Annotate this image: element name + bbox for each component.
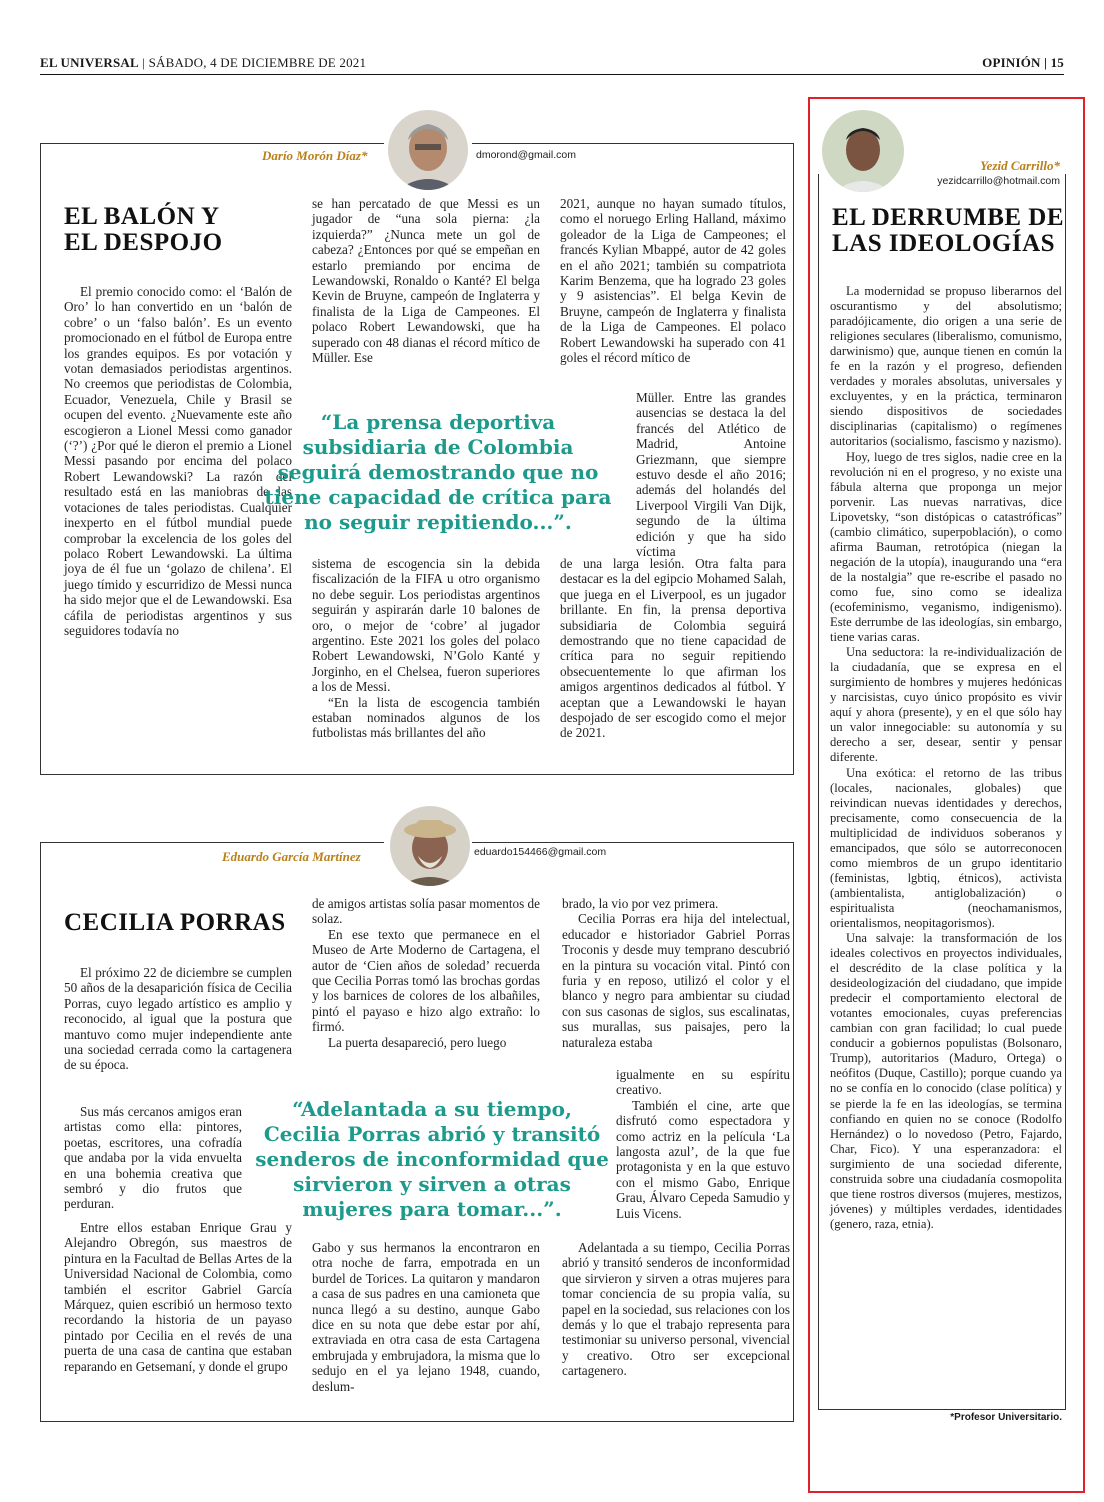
article2-pull-quote: “Adelantada a su tiempo, Cecilia Porras abrió y transitó senderos de inconformidad que sirvieron y sirven a otras mujeres para tomar...”.	[255, 1097, 609, 1221]
issue-date: SÁBADO, 4 DE DICIEMBRE DE 2021	[148, 55, 367, 70]
article2-email: eduardo154466@gmail.com	[474, 846, 607, 858]
header-rule	[40, 74, 1064, 75]
section-name: OPINIÓN	[982, 55, 1041, 70]
article1-email: dmorond@gmail.com	[476, 149, 576, 161]
article1-title: EL BALÓN Y EL DESPOJO	[64, 203, 223, 256]
article1-author: Darío Morón Díaz*	[262, 148, 368, 163]
avatar-photo	[822, 110, 904, 192]
page-number: 15	[1050, 55, 1064, 70]
article1-column-2-top: se han percatado de que Messi es un jugador de “una sola pierna: ¿la izquierda?” ¿Nunca mete un gol de cabeza? ¿Entonces por qué se empeñan en estarlo premiando por encima de Lewandowski, Ronaldo o Kanté? El belga Kevin de Bruyne, campeón de Inglaterra y finalista de la Liga de Campeones. El polaco Robert Lewandowski, que ha superado con 48 dianas el récord mítico de Müller. Ese	[312, 196, 540, 366]
article1-column-3-bottom: de una larga lesión. Otra falta para destacar es la del egipcio Mohamed Salah, que juega en el Liverpool, es un jugador brillante. En fin, la prensa deportiva subsidiaria de Colombia seguirá demostrando que no tiene capacidad de crítica para no seguir repitiendo obsecuentemente lo que afirman los amigos argentinos dedicados al fútbol. Y aceptan que a Lewandowski le hayan despojado de ser escogido como el mejor de 2021.	[560, 556, 786, 741]
article2-column-3-middle: igualmente en su espíritu creativo. También el cine, arte que disfrutó como espectadora y como actriz en la película ‘La langosta azul’, de la que fue protagonista y en la que estuvo con el mismo Gabo, Enrique Grau, Álvaro Cepeda Samudio y Luis Vicens.	[616, 1067, 790, 1221]
author-photo-garcia	[390, 806, 470, 886]
article1-column-3-top: 2021, aunque no hayan sumado títulos, como el noruego Erling Halland, máximo goleador de la Liga de Campeones; el francés Kylian Mbappé, autor de 42 goles en el año 2021; también su compatriota Karim Benzema, que ha logrado 23 goles y 9 asistencias”. El belga Kevin de Bruyne, campeón de Inglaterra y finalista de la Liga de Campeones. El polaco Robert Lewandowski ha superado con 41 goles el récord mítico de	[560, 196, 786, 366]
article2-column-2-bottom: Gabo y sus hermanos la encontraron en otra noche de farra, empotrada en un burdel de Torices. La quitaron y mandaron a casa de sus padres en una camioneta que nunca llegó a su destino, aunque Gabo dice en su nota que debe estar por ahí, extraviada en otra casa de esta Cartagena embrujada y embrujadora, la misma que lo sedujo en el ya lejano 1948, cuando, deslum-	[312, 1240, 540, 1394]
article1-column-3-middle: Müller. Entre las grandes ausencias se destaca la del francés del Atlético de Madrid, Antoine Griezmann, que siempre estuvo desde el año 2016; además del holandés del Liverpool Virgili Van Dijk, segundo de la última edición y que ha sido víctima	[636, 390, 786, 560]
article3-body: La modernidad se propuso liberarnos del oscurantismo y del absolutismo; paradójicamente, dio origen a una serie de religiones seculares (liberalismo, comunismo, darwinismo) que, aunque tienen en común la fe en la razón y el progreso, defienden verdades y morales absolutas, universales y excluyentes, y en la práctica, terminaron siendo dispositivos de sociedades disciplinarias (capitalismo) o regímenes autoritarios (socialismo, fascismo y nazismo). Hoy, luego de tres siglos, nadie cree en la revolución ni en el progreso, y no existe una fábula alterna que proponga un mejor porvenir. Las nuevas narrativas, dice Lipovetsky, “son distópicas o catastróficas” (cambio climático, superpoblación), o como afirma Bauman, retrotópica (niegan la negación de la utopía), inaugurando una “era de la nostalgia” que re-escribe el pasado no como fue, sino como se idealiza (ecofeminismo, veganismo, indigenismo). Este derrumbe de las ideologías, sin embargo, tiene varias caras. Una seductora: la re-individualización de la ciudadanía, que se expresa en el surgimiento de hombres y mujeres hedónicas y narcisistas, cuyo único propósito es vivir aquí y ahora (presente), y en el que sólo hay un valor innegociable: su autonomía y su derecho a ser, desear, sentir y pensar diferente. Una exótica: el retorno de las tribus (locales, nacionales, globales) que reivindican nuevas identidades y derechos, precisamente, como consecuencia de la multiplicidad de individuos soberanos y emancipados, que sólo se autorreconocen como miembros de un grupo identitario (feministas, lgbtiq, étnicos), activista (ambientalista, antiglobalización) o espiritualista (neochamanismos, orientalismos, neopitagorismos). Una salvaje: la transformación de los ideales colectivos en proyectos individuales, el descrédito de la clase política y la desideologización del ciudadano, que impide predecir el comportamiento electoral de votantes emocionales, cuyas preferencias cambian con gran facilidad; lo cual puede conducir a gobiernos populistas (Bolsonaro, Trump), autoritarios (Maduro, Ortega) o neófitos (Duque, Castillo); porque cuando ya no se confía en lo conocido (clase política) y se pierde la fe en las ideologías, se termina confiando en quien no se conoce (Rodolfo Hernández) o lo novedoso (Petro, Fajardo, Char, Fico). Y una esperanzadora: el surgimiento de una sociedad diferente, construida sobre una ciudadanía cosmopolita que tiene rostros diversos (mujeres, mestizos, jóvenes) y múltiples verdades, identidades (genero, raza, etnia).	[830, 284, 1062, 1231]
article2-column-1-top: El próximo 22 de diciembre se cumplen 50 años de la desaparición física de Cecilia Porras, cuyo legado artístico es amplio y reconocido, al igual que la postura que mantuvo como mujer independiente ante una sociedad cerrada como la cartagenera de su época.	[64, 965, 292, 1073]
article3-title: EL DERRUMBE DE LAS IDEOLOGÍAS	[832, 204, 1065, 257]
section-label: OPINIÓN | 15	[982, 55, 1064, 70]
article1-pull-quote: “La prensa deportiva subsidiaria de Colombia seguirá demostrando que no tiene capacidad de crítica para no seguir repitiendo...”.	[264, 410, 612, 534]
article2-title: CECILIA PORRAS	[64, 909, 286, 936]
avatar-photo	[388, 110, 468, 190]
masthead: EL UNIVERSAL | SÁBADO, 4 DE DICIEMBRE DE 2021	[40, 55, 367, 70]
author-note: *Profesor Universitario.	[950, 1412, 1062, 1423]
newspaper-name: EL UNIVERSAL	[40, 55, 139, 70]
article2-column-1-bottom: Entre ellos estaban Enrique Grau y Alejandro Obregón, sus maestros de pintura en la Facultad de Bellas Artes de la Universidad Nacional de Colombia, como también el escritor Gabriel García Márquez, quien escribió un hermoso texto recordando la historia de un payaso pintado por Cecilia en el revés de una puerta de una casa de cantina que estaban reparando en Getsemaní, y donde el grupo	[64, 1220, 292, 1374]
article2-column-2-top: de amigos artistas solía pasar momentos de solaz. En ese texto que permanece en el Museo de Arte Moderno de Cartagena, el autor de ‘Cien años de soledad’ recuerda que Cecilia Porras tomó las brochas gordas y los barnices de colores de los albañiles, pintó el payaso e hizo algo extraño: lo firmó. La puerta desapareció, pero luego	[312, 896, 540, 1050]
article2-column-3-top: brado, la vio por vez primera. Cecilia Porras era hija del intelectual, educador e historiador Gabriel Porras Troconis y desde muy temprano descubrió en la pintura su vocación vital. Pintó con furia y en reposo, utilizó el color y el blanco y negro para ambientar su ciudad con sus casonas de siglos, sus escalinatas, sus murallas, sus paisajes, pero la naturaleza estaba	[562, 896, 790, 1050]
author-photo-carrillo	[822, 110, 904, 192]
article1-column-2-bottom: sistema de escogencia sin la debida fiscalización de la FIFA u otro organismo no debe seguir. Los periodistas argentinos seguirán y aspirarán darle 10 balones de oro, o mejor de ‘cobre’ al jugador argentino. Este 2021 los goles del polaco Robert Lewandowski, N’Golo Kanté y Jorginho, en el Chelsea, fueron superiores a los de Messi. “En la lista de escogencia también estaban nominados algunos de los futbolistas más brillantes del año	[312, 556, 540, 741]
avatar-photo	[390, 806, 470, 886]
article2-column-1-middle: Sus más cercanos amigos eran artistas como ella: pintores, poetas, escritores, una cofradía que andaba por la vida envuelta en una bohemia creativa que sembró y dio frutos que perduran.	[64, 1104, 242, 1212]
article1-column-1: El premio conocido como: el ‘Balón de Oro’ lo han convertido en un ‘balón de cobre’ o un ‘falso balón’. Es un evento promocionado en el fútbol de Europa entre los grandes equipos. Es por votación y votan demasiados periodistas argentinos. No creemos que periodistas de Colombia, Ecuador, Venezuela, Chile y Brasil se ocupen del evento. ¿Nuevamente este año escogieron a Lionel Messi como ganador (‘?’) ¿Por qué le dieron el premio a Lionel Messi pasando por encima del polaco Robert Lewandowski? La razón del resultado está en las maniobras de las votaciones de tales periodistas. Cualquier inexperto en el fútbol mundial puede comprobar la excelencia de los goles del polaco Robert Lewandowski. La última joya de él fue un ‘golazo de chilena’. El juego tímido y escurridizo de Messi nunca ha sido mejor que el de Lewandowski. Esa cáfila de periodistas argentinos y sus seguidores todavía no	[64, 284, 292, 638]
article2-column-3-bottom: Adelantada a su tiempo, Cecilia Porras abrió y transitó senderos de inconformidad que sirvieron y sirven a otras mujeres para tomar conciencia de su propia valía, su papel en la sociedad, sus relaciones con los demás y lo que el trabajo representa para testimoniar su universo personal, vivencial y creativo. Otro ser excepcional cartagenero.	[562, 1240, 790, 1379]
article3-author: Yezid Carrillo*	[980, 158, 1060, 173]
article3-email: yezidcarrillo@hotmail.com	[937, 175, 1060, 187]
author-photo-moron	[388, 110, 468, 190]
article2-author: Eduardo García Martínez	[222, 849, 361, 864]
